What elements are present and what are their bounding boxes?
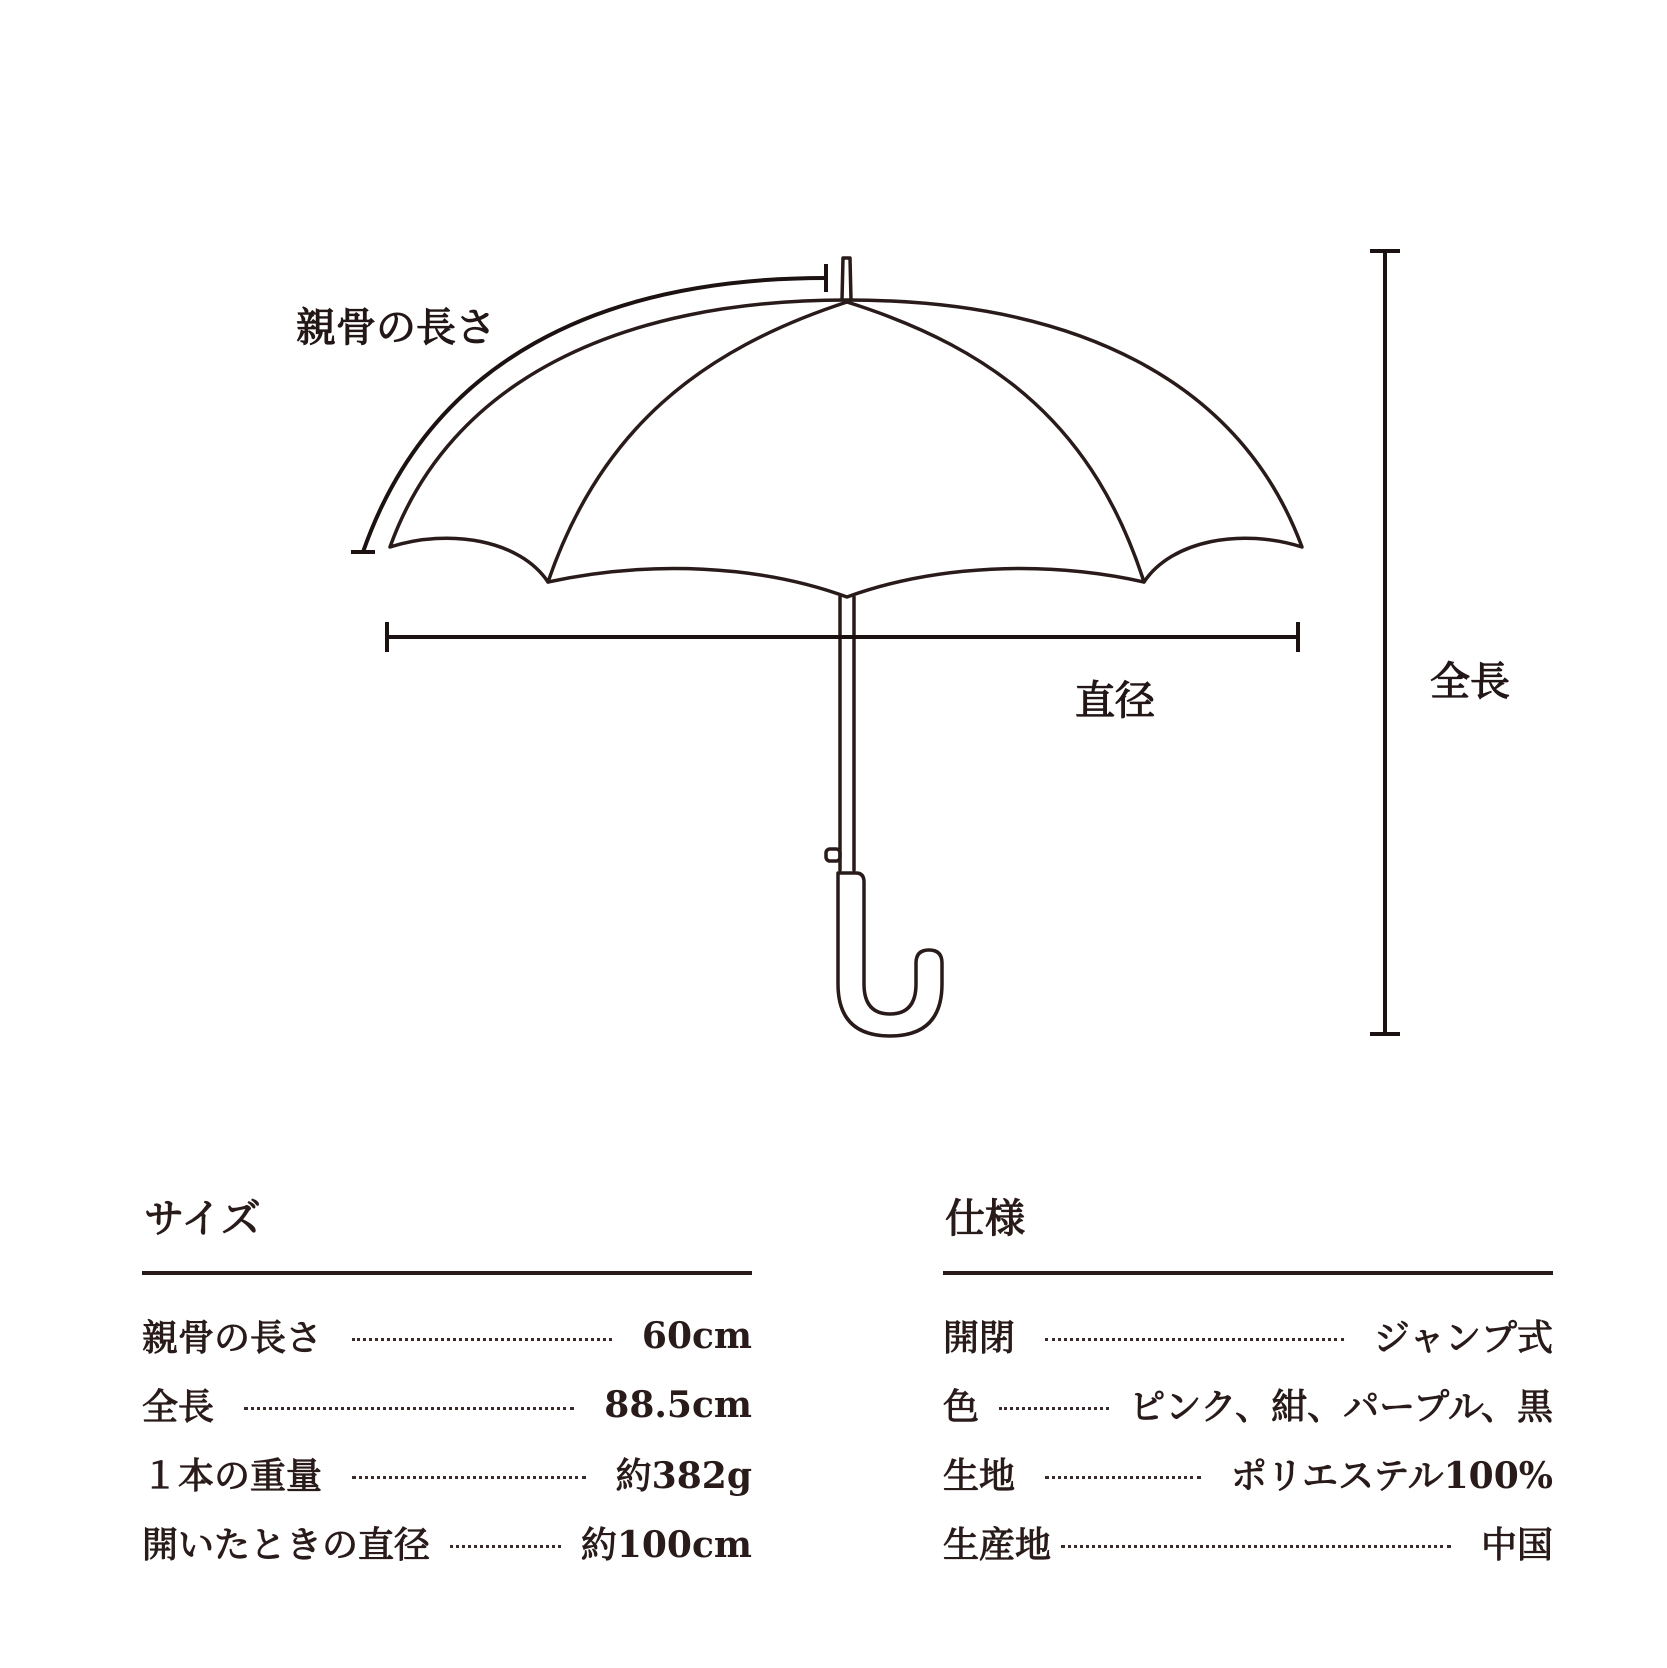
spec-row-origin: [943, 1508, 1553, 1577]
size-divider: [142, 1271, 752, 1275]
size-row-diameter: [142, 1508, 752, 1577]
spec-row-value: ジャンプ式: [1373, 1317, 1553, 1359]
dotted-leader: [1061, 1545, 1451, 1548]
dotted-leader: [1045, 1476, 1201, 1479]
diameter-label: 直径: [1075, 677, 1155, 724]
umbrella-tip: [842, 258, 851, 300]
spec-row-value: ピンク、紺、パープル、黒: [1129, 1386, 1553, 1428]
size-row-label: １本の重量: [142, 1455, 323, 1497]
spec-row-value: 中国: [1480, 1524, 1553, 1566]
dotted-leader: [352, 1338, 612, 1341]
rib-length-label: 親骨の長さ: [296, 304, 496, 351]
spec-title: 仕様: [945, 1195, 1025, 1242]
size-row-value: 約382g: [615, 1455, 752, 1497]
size-row-rib: [142, 1301, 752, 1370]
dotted-leader: [352, 1476, 586, 1479]
size-row-value: 約100cm: [580, 1524, 752, 1566]
dotted-leader: [999, 1407, 1109, 1410]
spec-row-color: [943, 1370, 1553, 1439]
size-title: サイズ: [144, 1195, 261, 1242]
umbrella-button: [826, 849, 840, 861]
spec-row-label: 開閉: [943, 1317, 1016, 1359]
dotted-leader: [1045, 1338, 1344, 1341]
spec-row-value: ポリエステル100%: [1230, 1455, 1553, 1497]
dotted-leader: [244, 1407, 574, 1410]
umbrella-handle: [838, 873, 942, 1036]
size-row-label: 全長: [142, 1386, 215, 1428]
spec-row-label: 生産地: [943, 1524, 1052, 1566]
size-row-label: 親骨の長さ: [142, 1317, 323, 1359]
spec-row-label: 生地: [943, 1455, 1016, 1497]
size-row-value: 88.5cm: [604, 1383, 752, 1426]
size-row-value: 60cm: [641, 1314, 752, 1357]
spec-section: [943, 1195, 1553, 1577]
size-row-total: [142, 1370, 752, 1439]
size-row-weight: [142, 1439, 752, 1508]
umbrella-canopy: [390, 300, 1302, 597]
size-row-label: 開いたときの直径: [142, 1524, 431, 1566]
spec-divider: [943, 1271, 1553, 1275]
total-length-label: 全長: [1430, 658, 1510, 705]
dotted-leader: [450, 1545, 561, 1548]
spec-row-opening: [943, 1301, 1553, 1370]
size-section: [142, 1195, 752, 1577]
spec-row-label: 色: [943, 1386, 980, 1428]
spec-row-fabric: [943, 1439, 1553, 1508]
